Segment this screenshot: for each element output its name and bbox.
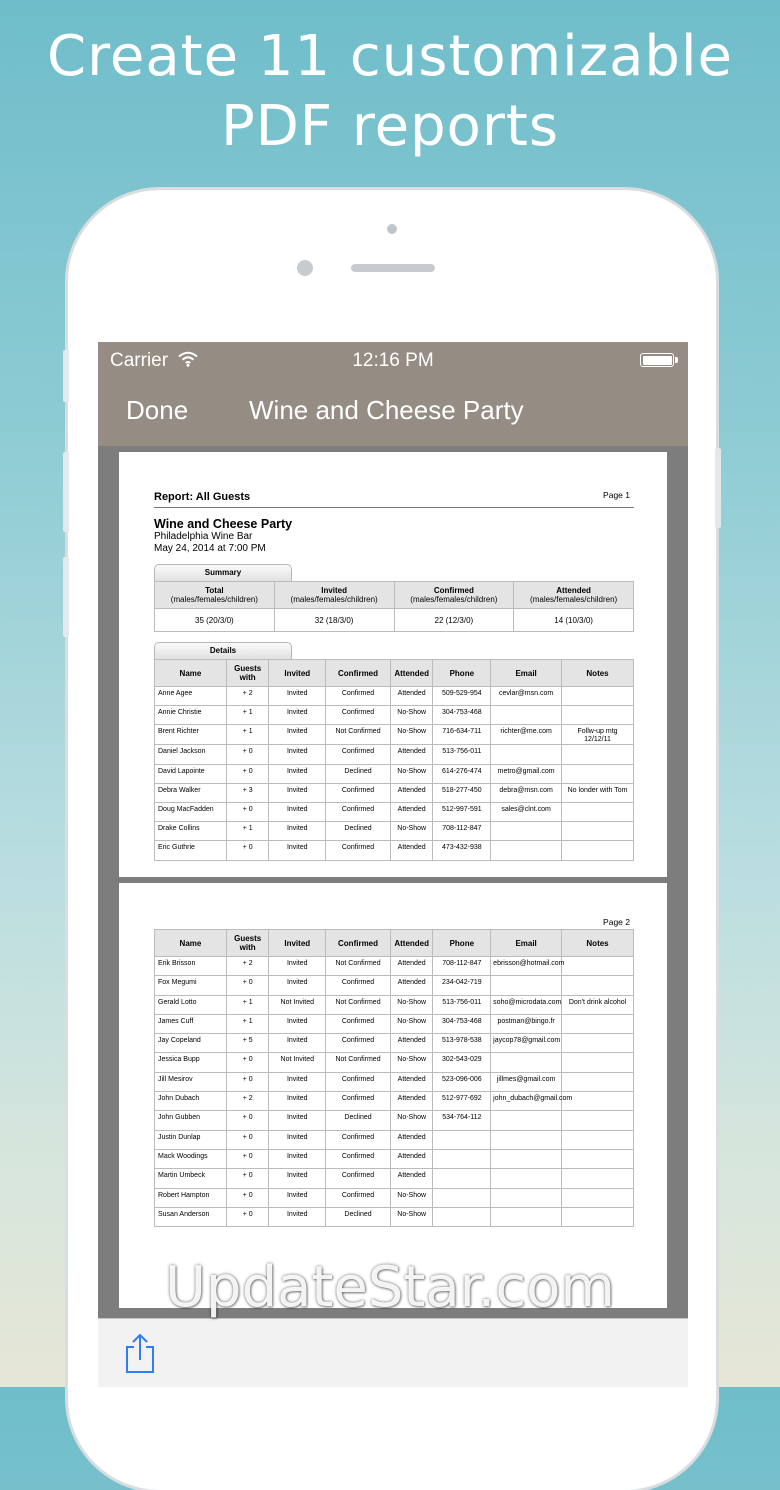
table-cell: No-Show — [390, 1014, 433, 1033]
event-venue: Philadelphia Wine Bar — [154, 531, 253, 542]
table-cell — [562, 1207, 634, 1226]
page-number: Page 1 — [603, 490, 630, 500]
table-cell: + 1 — [226, 1014, 269, 1033]
table-cell: No-Show — [390, 1188, 433, 1207]
table-cell: + 2 — [226, 957, 269, 976]
table-row — [155, 783, 634, 802]
phone-speaker — [351, 264, 435, 272]
table-cell: + 2 — [226, 1092, 269, 1111]
table-row — [155, 764, 634, 783]
table-cell: Attended — [390, 1130, 433, 1149]
navigation-bar — [98, 342, 688, 446]
table-row — [155, 1149, 634, 1168]
table-cell: 513-756-011 — [433, 745, 491, 764]
table-cell: Attended — [390, 1092, 433, 1111]
table-cell: + 0 — [226, 1207, 269, 1226]
details-header-cell: Guests with — [226, 660, 269, 687]
table-cell: Not Invited — [269, 995, 326, 1014]
table-cell — [491, 1169, 562, 1188]
table-cell: 534-764-112 — [433, 1111, 491, 1130]
table-cell: Invited — [269, 725, 326, 745]
table-cell: Invited — [269, 764, 326, 783]
table-cell: Brent Richter — [155, 725, 227, 745]
table-cell: Gerald Lotto — [155, 995, 227, 1014]
details-header-cell: Notes — [562, 660, 634, 687]
table-cell: 509-529-954 — [433, 687, 491, 706]
table-cell: + 1 — [226, 822, 269, 841]
table-row — [155, 1188, 634, 1207]
table-cell: 513-978-538 — [433, 1034, 491, 1053]
table-cell: + 0 — [226, 1072, 269, 1091]
table-cell — [562, 1072, 634, 1091]
table-cell: + 0 — [226, 802, 269, 821]
table-cell — [562, 1034, 634, 1053]
table-row — [155, 1111, 634, 1130]
table-cell: Jay Copeland — [155, 1034, 227, 1053]
page-number: Page 2 — [603, 917, 630, 927]
details-header-cell: Invited — [269, 660, 326, 687]
table-cell: Doug MacFadden — [155, 802, 227, 821]
table-cell: 304-753-468 — [433, 1014, 491, 1033]
table-cell — [491, 1207, 562, 1226]
details-header-cell: Name — [155, 930, 227, 957]
table-cell: 716-634-711 — [433, 725, 491, 745]
table-cell — [562, 841, 634, 860]
table-cell: Confirmed — [326, 1149, 391, 1168]
nav-title: Wine and Cheese Party — [249, 395, 524, 425]
event-date: May 24, 2014 at 7:00 PM — [154, 543, 266, 554]
table-row — [155, 1207, 634, 1226]
table-cell — [562, 822, 634, 841]
summary-header-confirmed: Confirmed (males/females/children) — [394, 582, 514, 609]
table-cell: + 0 — [226, 1111, 269, 1130]
pdf-page-2[interactable] — [119, 883, 667, 1308]
battery-tip — [675, 357, 678, 363]
table-cell — [433, 1188, 491, 1207]
headline-line-2: PDF reports — [220, 94, 560, 159]
table-cell: Confirmed — [326, 1034, 391, 1053]
status-time: 12:16 PM — [352, 350, 434, 371]
table-row — [155, 1014, 634, 1033]
table-cell: 614-276-474 — [433, 764, 491, 783]
table-cell: Invited — [269, 1188, 326, 1207]
summary-value-row — [155, 609, 634, 632]
table-cell: Attended — [390, 783, 433, 802]
table-cell: Jessica Bupp — [155, 1053, 227, 1072]
table-cell: Invited — [269, 783, 326, 802]
phone-volume-up-button — [63, 452, 69, 532]
app-screen — [98, 342, 688, 1387]
table-cell: Invited — [269, 822, 326, 841]
table-cell: Invited — [269, 841, 326, 860]
table-cell: 708-112-847 — [433, 957, 491, 976]
table-cell: + 0 — [226, 764, 269, 783]
table-cell: + 0 — [226, 976, 269, 995]
table-cell: Eric Guthrie — [155, 841, 227, 860]
table-cell: soho@microdata.com — [491, 995, 562, 1014]
table-cell: Daniel Jackson — [155, 745, 227, 764]
table-cell: Confirmed — [326, 687, 391, 706]
table-cell — [491, 745, 562, 764]
table-cell: 473-432-938 — [433, 841, 491, 860]
details-header-cell: Email — [491, 930, 562, 957]
table-cell: Attended — [390, 1072, 433, 1091]
table-cell: + 0 — [226, 1130, 269, 1149]
table-cell: Confirmed — [326, 783, 391, 802]
table-row — [155, 706, 634, 725]
table-cell: Invited — [269, 706, 326, 725]
table-cell: John Dubach — [155, 1092, 227, 1111]
table-cell — [562, 802, 634, 821]
table-cell — [491, 976, 562, 995]
summary-total-value: 35 (20/3/0) — [155, 609, 275, 632]
table-cell: richter@me.com — [491, 725, 562, 745]
summary-header-total: Total (males/females/children) — [155, 582, 275, 609]
details-header-row — [155, 930, 634, 957]
table-row — [155, 1053, 634, 1072]
summary-header-attended: Attended (males/females/children) — [514, 582, 634, 609]
table-cell: Annie Christie — [155, 706, 227, 725]
table-cell: Confirmed — [326, 1130, 391, 1149]
table-cell: john_dubach@gmail.com — [491, 1092, 562, 1111]
table-row — [155, 687, 634, 706]
table-row — [155, 745, 634, 764]
table-cell: Attended — [390, 976, 433, 995]
table-cell: Invited — [269, 976, 326, 995]
table-cell: debra@msn.com — [491, 783, 562, 802]
table-cell: 523-096-006 — [433, 1072, 491, 1091]
table-cell: + 0 — [226, 745, 269, 764]
table-cell: metro@gmail.com — [491, 764, 562, 783]
table-cell: Attended — [390, 1169, 433, 1188]
table-cell: Invited — [269, 1169, 326, 1188]
event-name: Wine and Cheese Party — [154, 517, 293, 531]
table-cell: No-Show — [390, 822, 433, 841]
table-cell: Not Confirmed — [326, 725, 391, 745]
table-cell: 234-042-719 — [433, 976, 491, 995]
table-cell: + 0 — [226, 1053, 269, 1072]
page-1-content — [154, 487, 634, 861]
table-cell: 708-112-847 — [433, 822, 491, 841]
headline — [0, 22, 780, 162]
table-cell: No-Show — [390, 995, 433, 1014]
table-cell — [562, 1014, 634, 1033]
details-header-cell: Name — [155, 660, 227, 687]
table-cell: Susan Anderson — [155, 1207, 227, 1226]
table-cell — [562, 745, 634, 764]
table-cell: Invited — [269, 745, 326, 764]
table-cell — [562, 976, 634, 995]
details-table-page-1 — [154, 659, 634, 861]
table-cell: Attended — [390, 1034, 433, 1053]
table-cell — [433, 1207, 491, 1226]
table-cell: No-Show — [390, 1053, 433, 1072]
table-cell: Confirmed — [326, 745, 391, 764]
table-row — [155, 1169, 634, 1188]
table-cell — [562, 764, 634, 783]
table-cell: Invited — [269, 1149, 326, 1168]
table-cell: Martin Umbeck — [155, 1169, 227, 1188]
done-button[interactable]: Done — [126, 395, 189, 425]
table-cell: No-Show — [390, 1207, 433, 1226]
table-cell: + 3 — [226, 783, 269, 802]
table-cell: jaycop78@gmail.com — [491, 1034, 562, 1053]
table-cell — [491, 841, 562, 860]
details-header-row — [155, 660, 634, 687]
table-cell: Attended — [390, 802, 433, 821]
table-cell: Attended — [390, 957, 433, 976]
summary-attended-value: 14 (10/3/0) — [514, 609, 634, 632]
table-cell — [491, 1130, 562, 1149]
table-cell: No-Show — [390, 1111, 433, 1130]
table-cell: postman@bingo.fr — [491, 1014, 562, 1033]
table-cell: Not Confirmed — [326, 1053, 391, 1072]
table-cell: No-Show — [390, 706, 433, 725]
table-cell: James Cuff — [155, 1014, 227, 1033]
table-cell: Confirmed — [326, 1169, 391, 1188]
table-cell: + 0 — [226, 1169, 269, 1188]
page-2-content — [154, 917, 634, 1227]
phone-power-button — [715, 448, 721, 528]
table-cell: sales@clnt.com — [491, 802, 562, 821]
table-row — [155, 957, 634, 976]
table-cell: Invited — [269, 1034, 326, 1053]
table-cell: 513-756-011 — [433, 995, 491, 1014]
table-cell: Declined — [326, 1111, 391, 1130]
table-cell: David Lapointe — [155, 764, 227, 783]
details-header-cell: Attended — [390, 930, 433, 957]
table-cell: Not Confirmed — [326, 995, 391, 1014]
table-cell — [433, 1149, 491, 1168]
table-cell: 304-753-468 — [433, 706, 491, 725]
table-cell: Invited — [269, 1072, 326, 1091]
table-cell: Don't drink alcohol — [562, 995, 634, 1014]
table-cell — [433, 1130, 491, 1149]
table-cell: + 0 — [226, 1188, 269, 1207]
table-cell — [562, 1053, 634, 1072]
table-cell — [562, 1188, 634, 1207]
table-cell: Not Confirmed — [326, 957, 391, 976]
table-cell: Confirmed — [326, 841, 391, 860]
table-cell: Confirmed — [326, 1188, 391, 1207]
details-header-cell: Guests with — [226, 930, 269, 957]
table-cell: Declined — [326, 764, 391, 783]
table-cell: Attended — [390, 745, 433, 764]
table-cell — [491, 1053, 562, 1072]
summary-table — [154, 581, 634, 632]
table-cell — [562, 687, 634, 706]
headline-line-1: Create 11 customizable — [47, 24, 733, 89]
table-cell: Confirmed — [326, 802, 391, 821]
table-cell: + 1 — [226, 995, 269, 1014]
table-cell: Invited — [269, 802, 326, 821]
table-cell — [562, 957, 634, 976]
table-cell: No londer with Tom — [562, 783, 634, 802]
table-cell — [562, 706, 634, 725]
table-cell: Follw-up mtg 12/12/11 — [562, 725, 634, 745]
table-row — [155, 1072, 634, 1091]
details-header-cell: Notes — [562, 930, 634, 957]
status-carrier: Carrier — [110, 350, 169, 371]
table-cell: Declined — [326, 822, 391, 841]
table-cell — [562, 1092, 634, 1111]
table-cell: No-Show — [390, 725, 433, 745]
table-cell: + 5 — [226, 1034, 269, 1053]
table-cell: + 2 — [226, 687, 269, 706]
summary-header-invited: Invited (males/females/children) — [274, 582, 394, 609]
table-cell: Confirmed — [326, 706, 391, 725]
pdf-page-1[interactable] — [119, 452, 667, 877]
table-cell — [562, 1111, 634, 1130]
table-cell: Declined — [326, 1207, 391, 1226]
table-cell: Invited — [269, 1092, 326, 1111]
table-cell: Invited — [269, 957, 326, 976]
table-row — [155, 725, 634, 745]
table-cell: 512-997-591 — [433, 802, 491, 821]
phone-volume-down-button — [63, 557, 69, 637]
table-cell: Erik Brisson — [155, 957, 227, 976]
table-cell — [491, 1149, 562, 1168]
table-cell: + 0 — [226, 841, 269, 860]
summary-tab: Summary — [154, 564, 292, 581]
report-title: Report: All Guests — [154, 491, 251, 503]
phone-camera — [387, 224, 397, 234]
table-cell: 302-543-029 — [433, 1053, 491, 1072]
table-cell: Confirmed — [326, 1072, 391, 1091]
table-cell: Invited — [269, 1014, 326, 1033]
summary-confirmed-value: 22 (12/3/0) — [394, 609, 514, 632]
table-row — [155, 802, 634, 821]
table-cell — [433, 1169, 491, 1188]
details-header-cell: Invited — [269, 930, 326, 957]
table-row — [155, 822, 634, 841]
bottom-toolbar — [98, 1318, 688, 1387]
table-cell: Drake Collins — [155, 822, 227, 841]
table-cell: 512-977-692 — [433, 1092, 491, 1111]
table-cell: Attended — [390, 687, 433, 706]
title-rule — [154, 507, 634, 508]
table-cell — [491, 706, 562, 725]
table-cell: Invited — [269, 687, 326, 706]
table-cell — [491, 822, 562, 841]
table-cell: Invited — [269, 1130, 326, 1149]
table-cell: Fox Megumi — [155, 976, 227, 995]
summary-invited-value: 32 (18/3/0) — [274, 609, 394, 632]
table-cell: Not Invited — [269, 1053, 326, 1072]
table-cell: No-Show — [390, 764, 433, 783]
table-cell: jillmes@gmail.com — [491, 1072, 562, 1091]
table-cell: Justin Dunlap — [155, 1130, 227, 1149]
battery-icon — [640, 353, 674, 367]
table-row — [155, 1130, 634, 1149]
watermark: UpdateStar.com — [165, 1255, 615, 1320]
table-cell: cevlar@msn.com — [491, 687, 562, 706]
table-row — [155, 1092, 634, 1111]
details-header-cell: Confirmed — [326, 930, 391, 957]
table-cell: Confirmed — [326, 1014, 391, 1033]
details-header-cell: Attended — [390, 660, 433, 687]
details-header-cell: Confirmed — [326, 660, 391, 687]
table-cell: Anne Agee — [155, 687, 227, 706]
table-cell: Mack Woodings — [155, 1149, 227, 1168]
table-cell: Confirmed — [326, 976, 391, 995]
table-row — [155, 1034, 634, 1053]
details-header-cell: Email — [491, 660, 562, 687]
table-cell: Confirmed — [326, 1092, 391, 1111]
table-cell: Jill Mesirov — [155, 1072, 227, 1091]
table-cell: Debra Walker — [155, 783, 227, 802]
table-cell: + 0 — [226, 1149, 269, 1168]
table-cell: Attended — [390, 841, 433, 860]
table-cell: Invited — [269, 1111, 326, 1130]
table-cell: John Gubben — [155, 1111, 227, 1130]
table-cell — [562, 1149, 634, 1168]
table-cell: + 1 — [226, 725, 269, 745]
table-cell — [491, 1111, 562, 1130]
details-table-page-2 — [154, 929, 634, 1227]
table-row — [155, 841, 634, 860]
phone-sensor — [297, 260, 313, 276]
details-tab: Details — [154, 642, 292, 659]
table-row — [155, 976, 634, 995]
phone-side-button — [63, 350, 69, 402]
table-cell — [562, 1169, 634, 1188]
table-cell: ebrisson@hotmail.com — [491, 957, 562, 976]
table-cell: Robert Hampton — [155, 1188, 227, 1207]
table-cell: Attended — [390, 1149, 433, 1168]
table-cell — [491, 1188, 562, 1207]
summary-header-row — [155, 582, 634, 609]
table-row — [155, 995, 634, 1014]
share-icon[interactable] — [124, 1333, 156, 1378]
details-header-cell: Phone — [433, 930, 491, 957]
table-cell: + 1 — [226, 706, 269, 725]
table-cell — [562, 1130, 634, 1149]
table-cell: Invited — [269, 1207, 326, 1226]
table-cell: 518-277-450 — [433, 783, 491, 802]
details-header-cell: Phone — [433, 660, 491, 687]
